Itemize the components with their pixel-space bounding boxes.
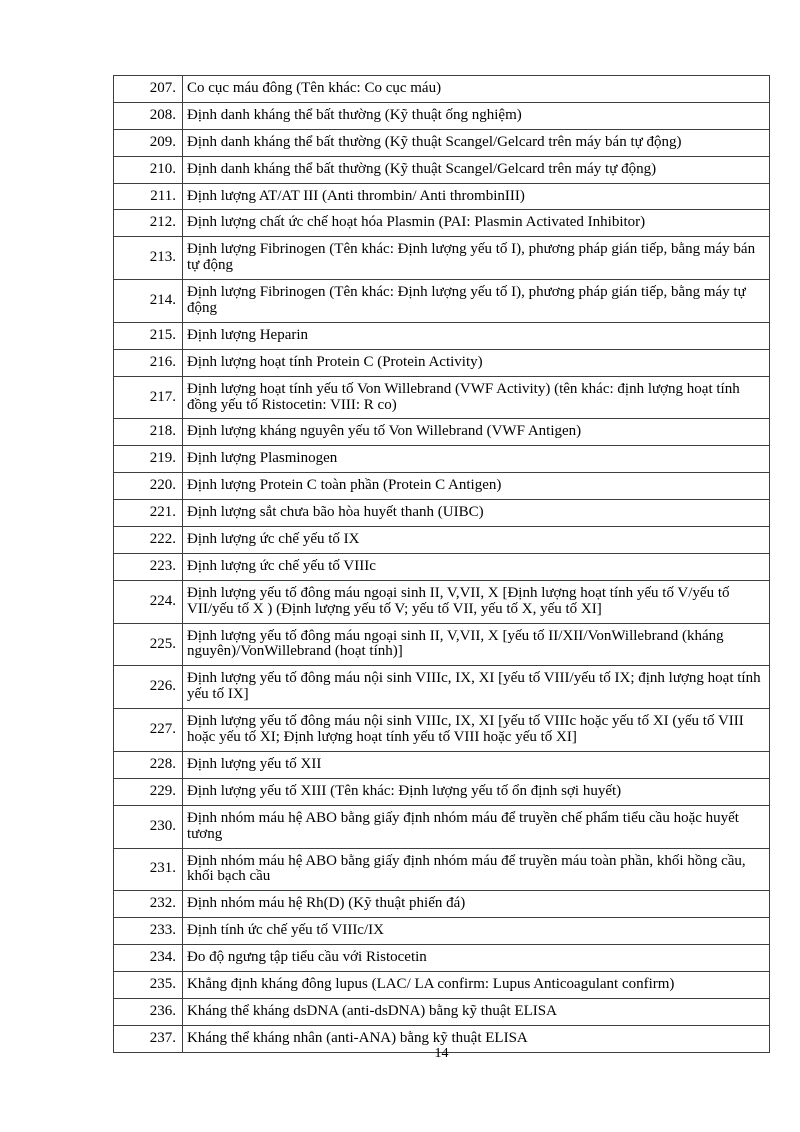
row-test-name: Định danh kháng thể bất thường (Kỹ thuật Scangel/Gelcard trên máy bán tự động) <box>183 129 770 156</box>
row-number: 225. <box>114 623 183 666</box>
row-test-name: Định lượng yếu tố XIII (Tên khác: Định lượng yếu tố ổn định sợi huyết) <box>183 778 770 805</box>
row-number: 235. <box>114 971 183 998</box>
row-number: 215. <box>114 322 183 349</box>
row-test-name: Định lượng Fibrinogen (Tên khác: Định lượng yếu tố I), phương pháp gián tiếp, bằng máy tự động <box>183 280 770 323</box>
row-test-name: Co cục máu đông (Tên khác: Co cục máu) <box>183 76 770 103</box>
row-test-name: Định lượng yếu tố đông máu ngoại sinh II, V,VII, X [Định lượng hoạt tính yếu tố V/yếu tố VII/yếu tố X ) (Định lượng yếu tố V; yếu tố VII, yếu tố X, yếu tố XI] <box>183 580 770 623</box>
table-row <box>114 971 770 998</box>
table-row <box>114 580 770 623</box>
row-number: 226. <box>114 666 183 709</box>
row-test-name: Định lượng yếu tố đông máu nội sinh VIIIc, IX, XI [yếu tố VIIIc hoặc yếu tố XI (yếu tố VIII hoặc yếu tố XI; Định lượng hoạt tính yếu tố VIII hoặc yếu tố XI] <box>183 709 770 752</box>
row-number: 214. <box>114 280 183 323</box>
row-number: 210. <box>114 156 183 183</box>
row-number: 230. <box>114 805 183 848</box>
row-test-name: Định lượng kháng nguyên yếu tố Von Willebrand (VWF Antigen) <box>183 419 770 446</box>
row-test-name: Khẳng định kháng đông lupus (LAC/ LA confirm: Lupus Anticoagulant confirm) <box>183 971 770 998</box>
table-row <box>114 349 770 376</box>
table-row <box>114 666 770 709</box>
row-number: 237. <box>114 1025 183 1052</box>
table-row <box>114 156 770 183</box>
table-row <box>114 237 770 280</box>
table-row <box>114 553 770 580</box>
table-row <box>114 102 770 129</box>
row-number: 213. <box>114 237 183 280</box>
row-test-name: Định nhóm máu hệ ABO bằng giấy định nhóm máu để truyền chế phẩm tiểu cầu hoặc huyết tương <box>183 805 770 848</box>
row-test-name: Định lượng ức chế yếu tố VIIIc <box>183 553 770 580</box>
row-test-name: Định lượng AT/AT III (Anti thrombin/ Anti thrombinIII) <box>183 183 770 210</box>
row-number: 229. <box>114 778 183 805</box>
table-row <box>114 945 770 972</box>
row-number: 221. <box>114 500 183 527</box>
table-row <box>114 446 770 473</box>
row-number: 217. <box>114 376 183 419</box>
row-test-name: Định lượng Fibrinogen (Tên khác: Định lượng yếu tố I), phương pháp gián tiếp, bằng máy bán tự động <box>183 237 770 280</box>
table-row <box>114 891 770 918</box>
row-number: 233. <box>114 918 183 945</box>
table-row <box>114 183 770 210</box>
row-test-name: Kháng thể kháng nhân (anti-ANA) bằng kỹ thuật ELISA <box>183 1025 770 1052</box>
row-number: 232. <box>114 891 183 918</box>
table-row <box>114 500 770 527</box>
row-test-name: Định danh kháng thể bất thường (Kỹ thuật ống nghiệm) <box>183 102 770 129</box>
table-row <box>114 527 770 554</box>
table-row <box>114 998 770 1025</box>
row-number: 216. <box>114 349 183 376</box>
row-test-name: Định lượng yếu tố đông máu ngoại sinh II, V,VII, X [yếu tố II/XII/VonWillebrand (kháng nguyên)/VonWillebrand (hoạt tính)] <box>183 623 770 666</box>
table-row <box>114 280 770 323</box>
row-number: 234. <box>114 945 183 972</box>
row-number: 224. <box>114 580 183 623</box>
row-test-name: Định lượng yếu tố đông máu nội sinh VIIIc, IX, XI [yếu tố VIII/yếu tố IX; định lượng hoạt tính yếu tố IX] <box>183 666 770 709</box>
table-row <box>114 473 770 500</box>
row-test-name: Định lượng ức chế yếu tố IX <box>183 527 770 554</box>
row-number: 222. <box>114 527 183 554</box>
row-test-name: Định lượng yếu tố XII <box>183 751 770 778</box>
row-test-name: Định lượng sắt chưa bão hòa huyết thanh (UIBC) <box>183 500 770 527</box>
row-test-name: Định nhóm máu hệ Rh(D) (Kỹ thuật phiến đá) <box>183 891 770 918</box>
row-number: 236. <box>114 998 183 1025</box>
row-test-name: Định tính ức chế yếu tố VIIIc/IX <box>183 918 770 945</box>
table-row <box>114 848 770 891</box>
row-test-name: Định lượng Heparin <box>183 322 770 349</box>
row-test-name: Kháng thể kháng dsDNA (anti-dsDNA) bằng kỹ thuật ELISA <box>183 998 770 1025</box>
row-number: 219. <box>114 446 183 473</box>
table-row <box>114 322 770 349</box>
table-row <box>114 805 770 848</box>
table-row <box>114 419 770 446</box>
row-number: 207. <box>114 76 183 103</box>
row-number: 211. <box>114 183 183 210</box>
table-row <box>114 376 770 419</box>
row-test-name: Định lượng hoạt tính yếu tố Von Willebrand (VWF Activity) (tên khác: định lượng hoạt tính đồng yếu tố Ristocetin: VIII: R co) <box>183 376 770 419</box>
row-number: 212. <box>114 210 183 237</box>
table-row <box>114 210 770 237</box>
page-number: 14 <box>434 1046 449 1061</box>
row-test-name: Định lượng Plasminogen <box>183 446 770 473</box>
row-number: 228. <box>114 751 183 778</box>
table-row <box>114 778 770 805</box>
table-row <box>114 623 770 666</box>
row-number: 220. <box>114 473 183 500</box>
row-number: 208. <box>114 102 183 129</box>
row-number: 227. <box>114 709 183 752</box>
table-row <box>114 918 770 945</box>
table-row <box>114 751 770 778</box>
row-number: 209. <box>114 129 183 156</box>
table-row <box>114 129 770 156</box>
row-test-name: Đo độ ngưng tập tiểu cầu với Ristocetin <box>183 945 770 972</box>
table-row <box>114 76 770 103</box>
row-test-name: Định lượng hoạt tính Protein C (Protein Activity) <box>183 349 770 376</box>
table-row <box>114 709 770 752</box>
row-number: 218. <box>114 419 183 446</box>
row-number: 223. <box>114 553 183 580</box>
row-test-name: Định danh kháng thể bất thường (Kỹ thuật Scangel/Gelcard trên máy tự động) <box>183 156 770 183</box>
row-test-name: Định nhóm máu hệ ABO bằng giấy định nhóm máu để truyền máu toàn phần, khối hồng cầu, khối bạch cầu <box>183 848 770 891</box>
row-number: 231. <box>114 848 183 891</box>
row-test-name: Định lượng chất ức chế hoạt hóa Plasmin (PAI: Plasmin Activated Inhibitor) <box>183 210 770 237</box>
row-test-name: Định lượng Protein C toàn phần (Protein C Antigen) <box>183 473 770 500</box>
test-list-table <box>113 75 770 1053</box>
